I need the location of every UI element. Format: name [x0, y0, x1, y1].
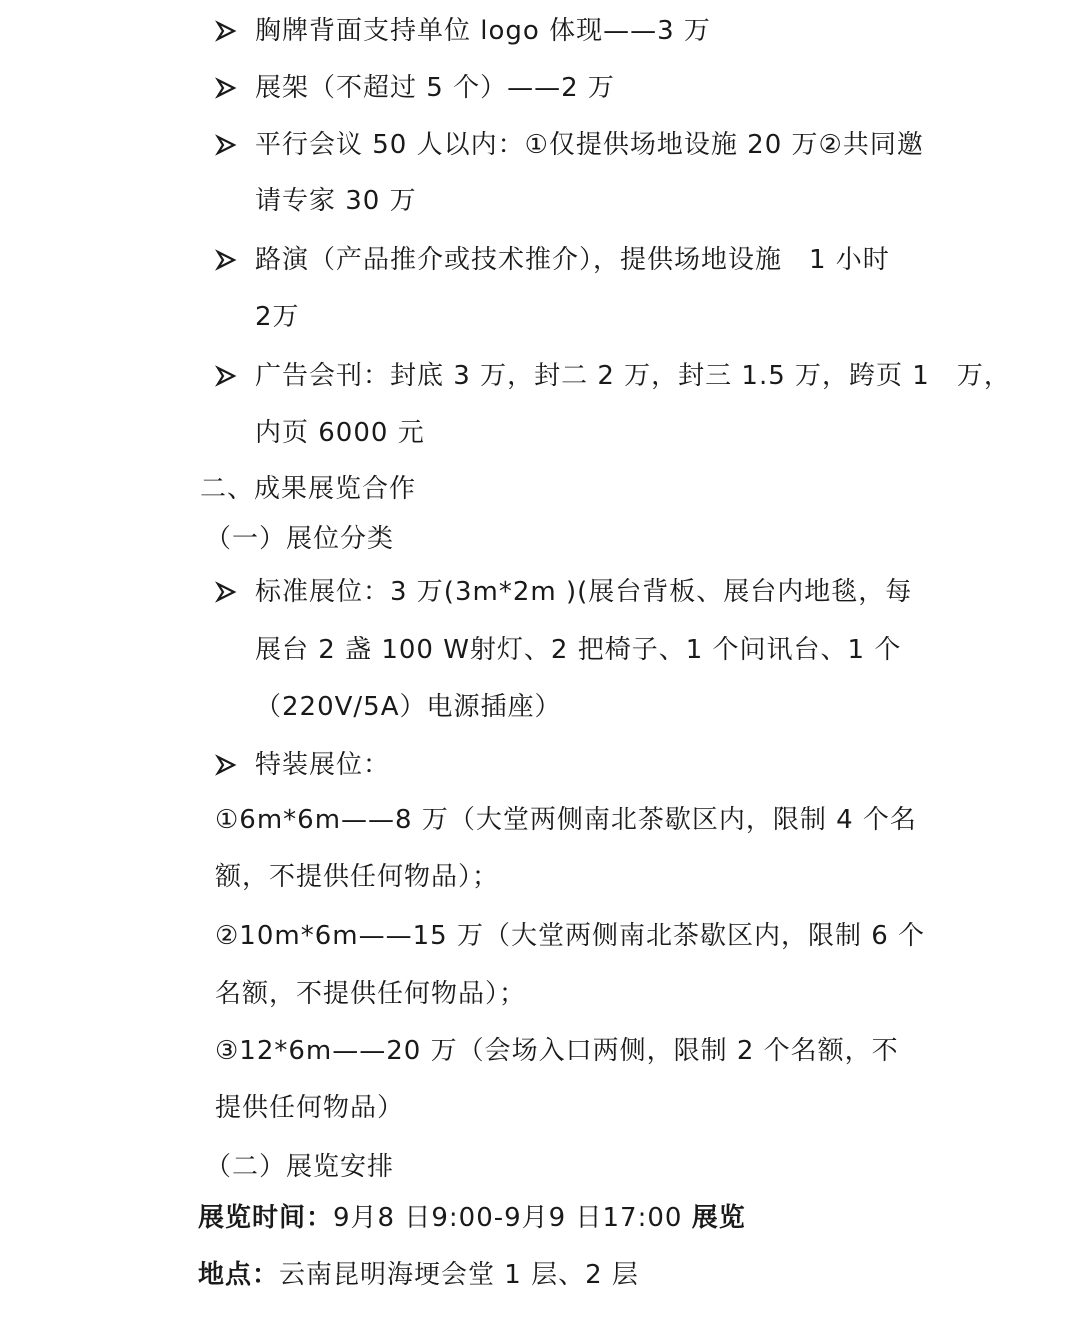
special-item-text-continued: 名额，不提供任何物品）；: [215, 979, 527, 1009]
special-item-text: ③12*6m——20 万（会场入口两侧，限制 2 个名额，不: [215, 1036, 899, 1066]
special-item-text-continued: 提供任何物品）: [215, 1093, 405, 1123]
exhibit-time-value: 9月8 日9:00-9月9 日17:00: [333, 1203, 692, 1233]
standard-booth-text: 标准展位：3 万(3m*2m )(展台背板、展台内地毯，每: [255, 577, 913, 607]
exhibit-time-suffix: 展览: [691, 1203, 746, 1233]
exhibit-place-label: 地点：: [198, 1260, 280, 1290]
subsection-heading: （一）展位分类: [205, 524, 395, 554]
arrow-bullet-icon: [215, 249, 237, 271]
subsection-heading: （二）展览安排: [205, 1152, 395, 1182]
special-item-text: ①6m*6m——8 万（大堂两侧南北茶歇区内，限制 4 个名: [215, 805, 917, 835]
bullet-text: 展架（不超过 5 个）——2 万: [255, 73, 615, 103]
exhibit-time-label: 展览时间：: [198, 1203, 334, 1233]
bullet-text-continued: 2万: [255, 302, 300, 332]
standard-booth-text-continued: 展台 2 盏 100 W射灯、2 把椅子、1 个问讯台、1 个: [255, 635, 902, 665]
bullet-text: 胸牌背面支持单位 logo 体现——3 万: [255, 16, 711, 46]
bullet-text: 广告会刊：封底 3 万，封二 2 万，封三 1.5 万，跨页 1 万，: [255, 361, 1011, 391]
exhibit-place-value: 云南昆明海埂会堂 1 层、2 层: [279, 1260, 639, 1290]
arrow-bullet-icon: [215, 77, 237, 99]
special-item-text: ②10m*6m——15 万（大堂两侧南北茶歇区内，限制 6 个: [215, 921, 926, 951]
bullet-text-continued: 内页 6000 元: [255, 418, 425, 448]
special-booth-label: 特装展位：: [255, 750, 391, 780]
section-heading: 二、成果展览合作: [200, 474, 417, 504]
standard-booth-text-continued: （220V/5A）电源插座）: [255, 692, 562, 722]
bullet-text: 路演（产品推介或技术推介），提供场地设施 1 小时: [255, 245, 890, 275]
exhibit-time-row: [198, 1201, 746, 1235]
arrow-bullet-icon: [215, 365, 237, 387]
bullet-text-continued: 请专家 30 万: [255, 186, 417, 216]
arrow-bullet-icon: [215, 754, 237, 776]
special-item-text-continued: 额，不提供任何物品）；: [215, 862, 500, 892]
exhibit-place-row: [198, 1258, 639, 1292]
arrow-bullet-icon: [215, 581, 237, 603]
arrow-bullet-icon: [215, 134, 237, 156]
bullet-text: 平行会议 50 人以内：①仅提供场地设施 20 万②共同邀: [255, 130, 924, 160]
arrow-bullet-icon: [215, 20, 237, 42]
